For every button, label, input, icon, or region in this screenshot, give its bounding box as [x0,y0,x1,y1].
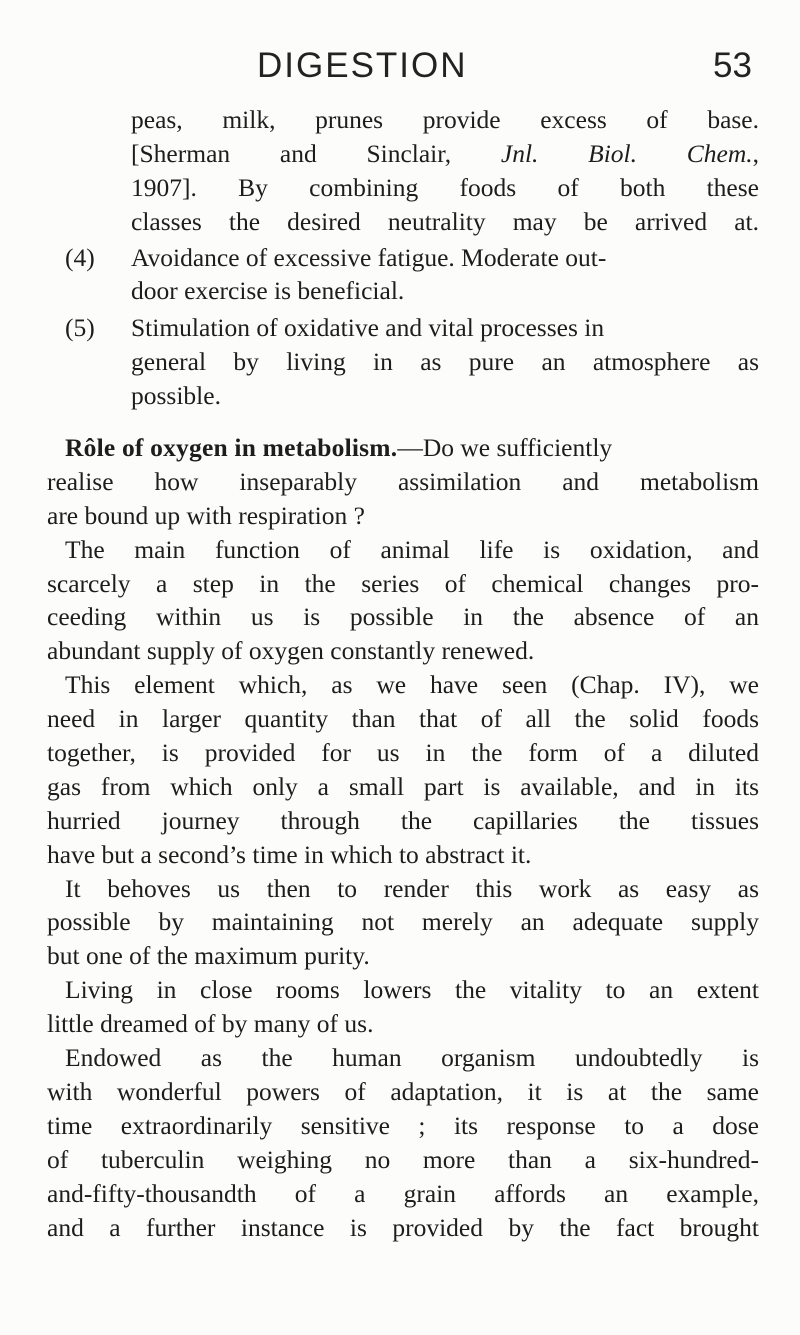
list-number: (5) [65,313,95,343]
paragraph [47,668,759,871]
section-gap [47,413,759,431]
page-number: 53 [713,46,752,85]
text-line: time extraordinarily sensitive ; its response to a dose [47,1110,759,1140]
text-line: possible. [131,381,221,411]
text-line: Living in close rooms lowers the vitality to an extent [65,975,759,1005]
text-line: general by living in as pure an atmosphere as [131,347,759,377]
text-line: peas, milk, prunes provide excess of base. [131,105,759,134]
text-line: gas from which only a small part is available, and in its [47,771,759,801]
text-line: together, is provided for us in the form of a diluted [47,738,759,768]
text-line: classes the desired neutrality may be arrived at. [131,206,759,236]
text-line: Endowed as the human organism undoubtedly is [65,1043,759,1073]
body-text [47,103,759,1244]
text-line: are bound up with respiration ? [47,500,365,530]
text-line: little dreamed of by many of us. [47,1009,374,1039]
text-line: hurried journey through the capillaries the tissues [47,805,759,835]
running-title: DIGESTION [257,46,468,85]
text-line: scarcely a step in the series of chemical changes pro- [47,568,759,598]
section-heading-tail: —Do we sufficiently [397,433,613,463]
text-line [47,137,759,171]
list-item-text: Stimulation of oxidative and vital processes in [131,313,605,343]
section-heading: Rôle of oxygen in metabolism. [65,433,398,463]
text-line: with wonderful powers of adaptation, it is at the same [47,1076,759,1106]
list-continuation [47,103,759,239]
paragraph [47,872,759,974]
list-item-5 [47,311,759,413]
text-line: abundant supply of oxygen constantly renewed. [47,636,535,666]
text-line: ceeding within us is possible in the absence of an [47,602,759,632]
text-line: need in larger quantity than that of all the solid foods [47,704,759,734]
text-line: It behoves us then to render this work as easy as [65,873,759,903]
text-line: The main function of animal life is oxidation, and [65,534,759,564]
text-line [47,311,759,345]
text-line: but one of the maximum purity. [47,941,370,971]
paragraph [47,973,759,1041]
paragraph [47,1041,759,1244]
section-role-of-oxygen [47,431,759,533]
text-line: of tuberculin weighing no more than a six-hundred- [47,1144,759,1174]
text-line: realise how inseparably assimilation and metabolism [47,466,759,496]
citation-comma: , [752,138,760,168]
text-line: door exercise is beneficial. [131,276,405,306]
list-item-4 [47,241,759,309]
text-line: This element which, as we have seen (Chap. IV), we [65,670,759,700]
citation-open: [Sherman and Sinclair, [131,138,501,168]
journal-title: Jnl. Biol. Chem. [500,138,753,168]
list-number: (4) [65,242,95,272]
list-item-text: Avoidance of excessive fatigue. Moderate out- [131,242,607,272]
page-header [0,46,800,94]
text-line: have but a second’s time in which to abstract it. [47,839,532,869]
text-line: and a further instance is provided by the fact brought [47,1212,759,1242]
text-line: 1907]. By combining foods of both these [131,172,759,202]
paragraph [47,533,759,669]
text-line [47,241,759,275]
text-line [47,431,759,465]
text-line: possible by maintaining not merely an adequate supply [47,907,759,937]
text-line: and-fifty-thousandth of a grain affords an example, [47,1178,759,1208]
